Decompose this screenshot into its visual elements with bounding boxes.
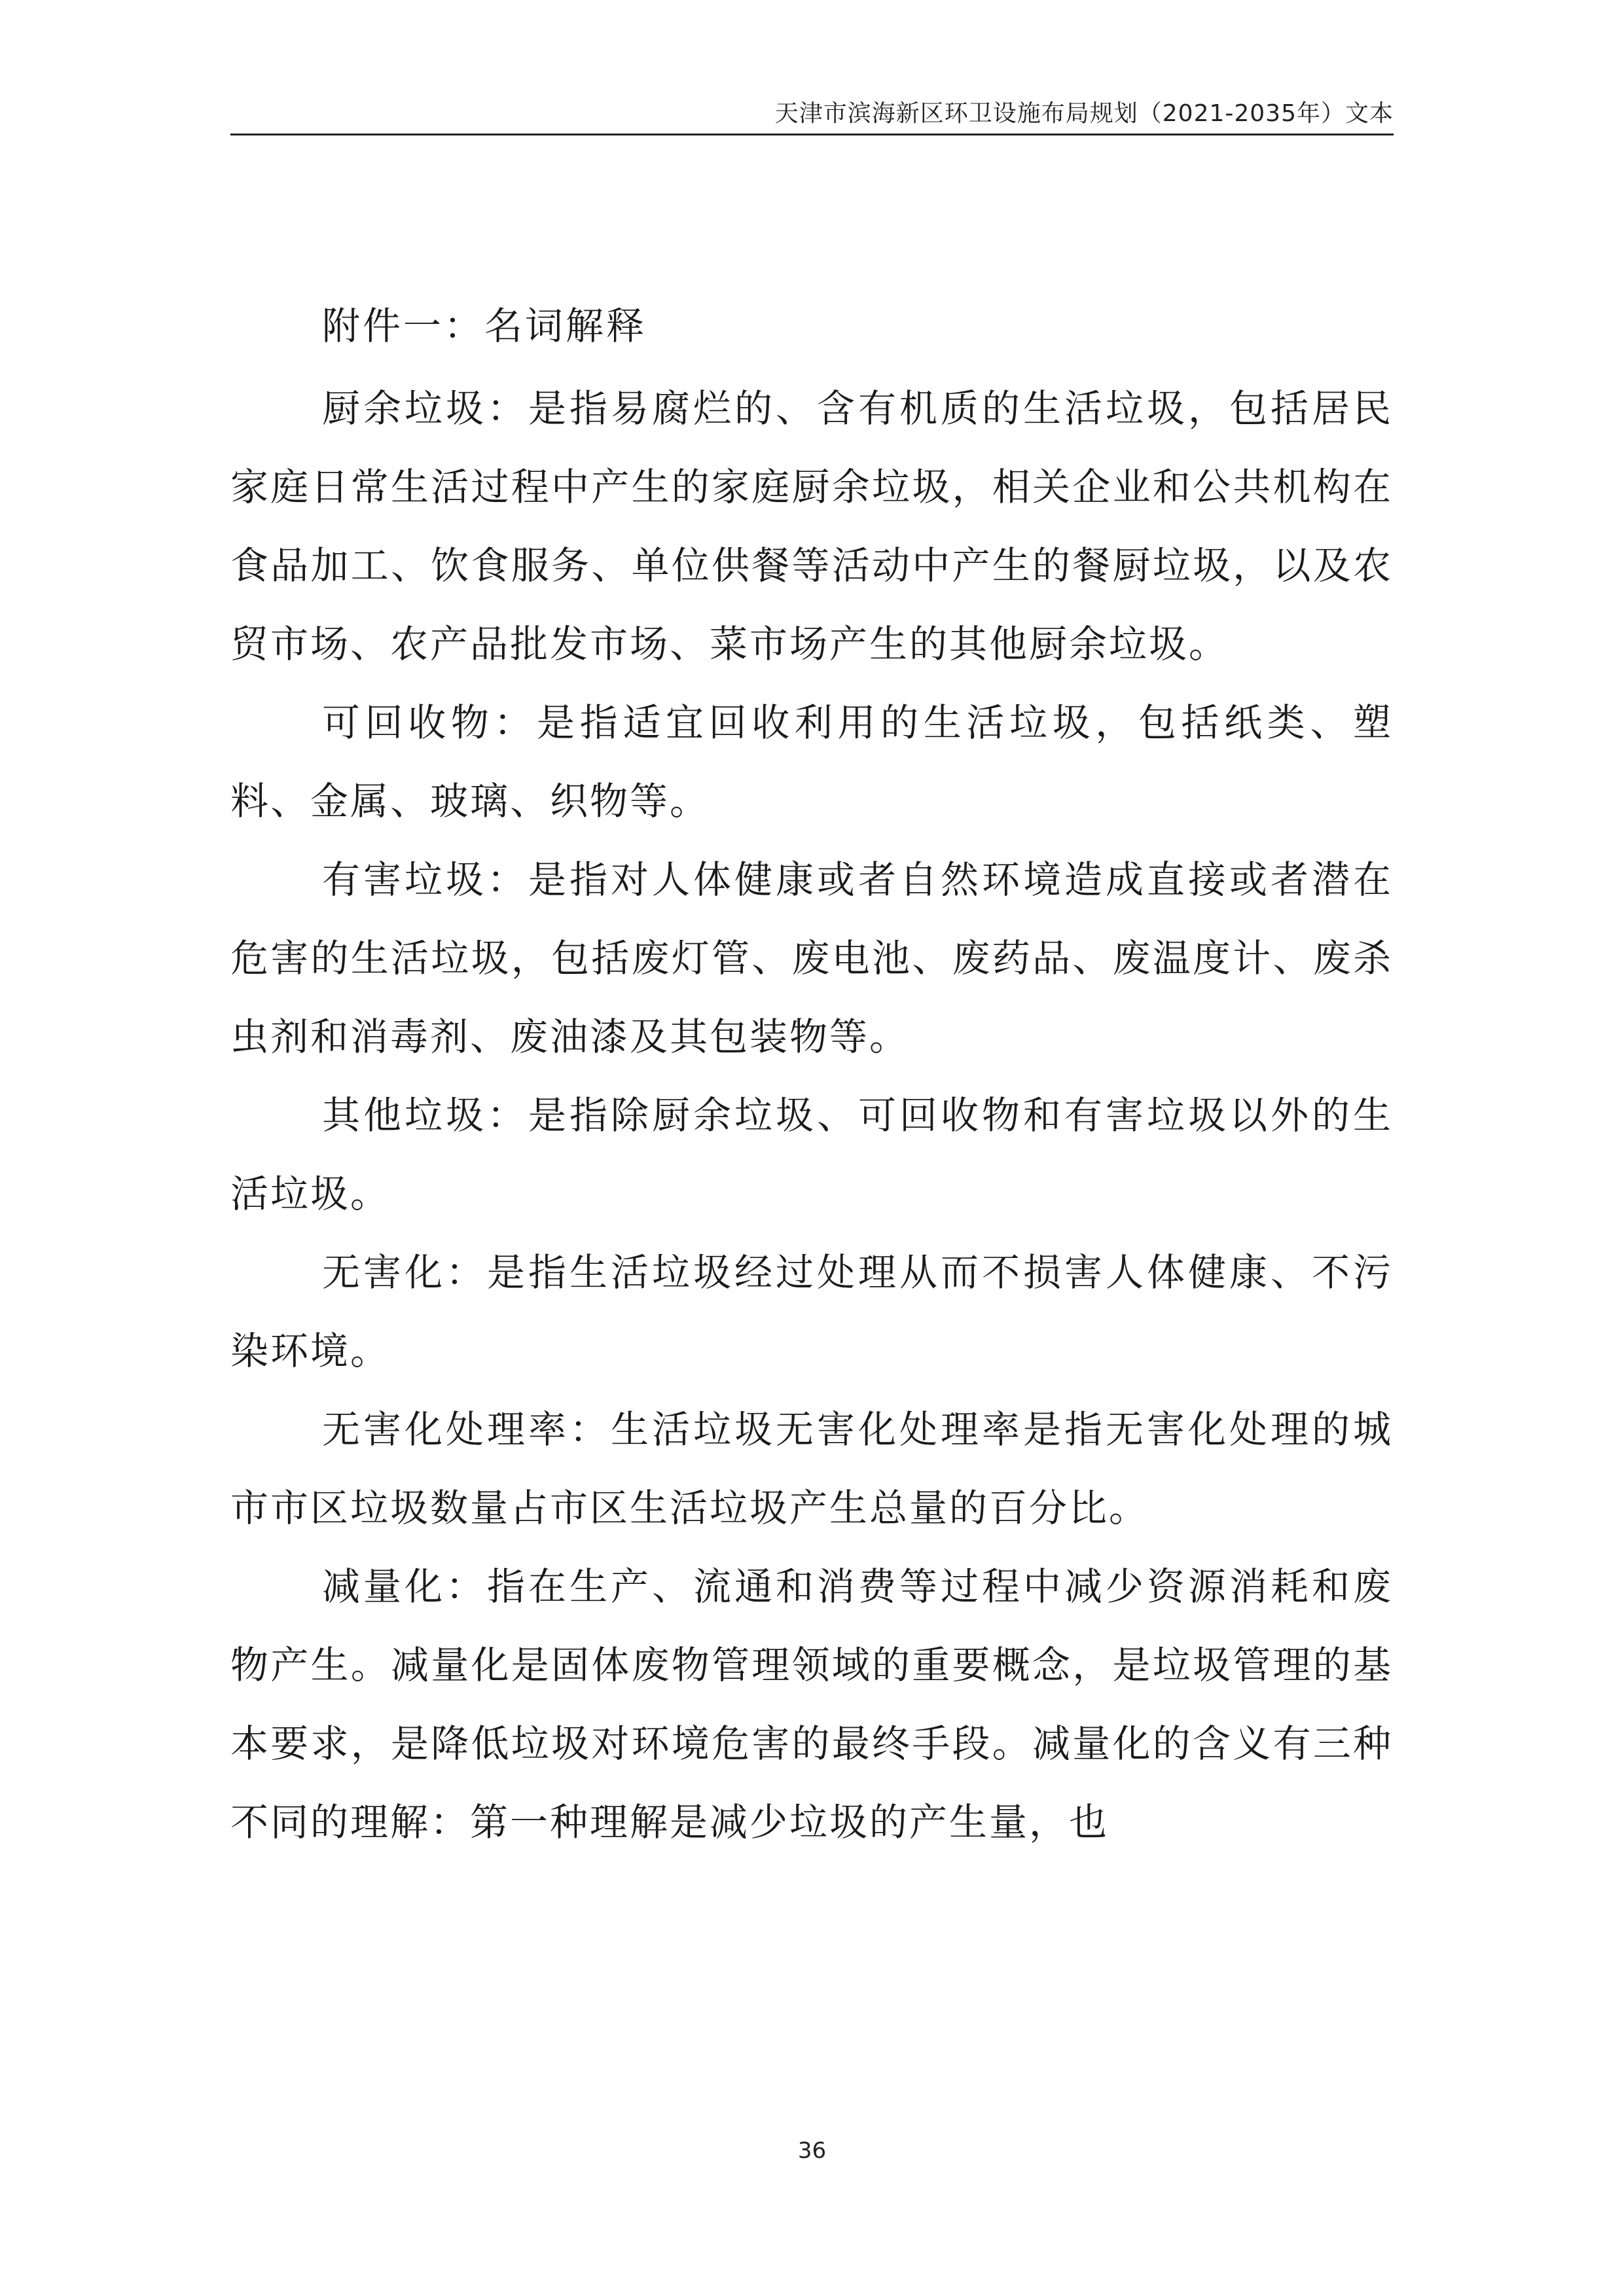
definition-recyclables: 可回收物：是指适宜回收利用的生活垃圾，包括纸类、塑料、金属、玻璃、织物等。 (230, 700, 1393, 823)
page-header (230, 93, 1394, 135)
definition-harmless-treatment-rate: 无害化处理率：生活垃圾无害化处理率是指无害化处理的城市市区垃圾数量占市区生活垃圾产生总量的百分比。 (230, 1407, 1393, 1530)
appendix-heading: 附件一：名词解释 (322, 304, 647, 348)
page-number: 36 (797, 2138, 827, 2164)
definition-reduction: 减量化：指在生产、流通和消费等过程中减少资源消耗和废物产生。减量化是固体废物管理领域的重要概念，是垃圾管理的基本要求，是降低垃圾对环境危害的最终手段。减量化的含义有三种不同的理解：第一种理解是减少垃圾的产生量，也 (230, 1564, 1393, 1844)
definition-other-waste: 其他垃圾：是指除厨余垃圾、可回收物和有害垃圾以外的生活垃圾。 (230, 1093, 1393, 1216)
definition-harmless-treatment: 无害化：是指生活垃圾经过处理从而不损害人体健康、不污染环境。 (230, 1250, 1393, 1373)
document-title: 天津市滨海新区环卫设施布局规划（2021-2035年）文本 (774, 100, 1394, 127)
page-body (230, 283, 1393, 1861)
definition-hazardous-waste: 有害垃圾：是指对人体健康或者自然环境造成直接或者潜在危害的生活垃圾，包括废灯管、废电池、废药品、废温度计、废杀虫剂和消毒剂、废油漆及其包装物等。 (230, 857, 1393, 1059)
definition-kitchen-waste: 厨余垃圾：是指易腐烂的、含有机质的生活垃圾，包括居民家庭日常生活过程中产生的家庭厨余垃圾，相关企业和公共机构在食品加工、饮食服务、单位供餐等活动中产生的餐厨垃圾，以及农贸市场、农产品批发市场、菜市场产生的其他厨余垃圾。 (230, 386, 1393, 666)
